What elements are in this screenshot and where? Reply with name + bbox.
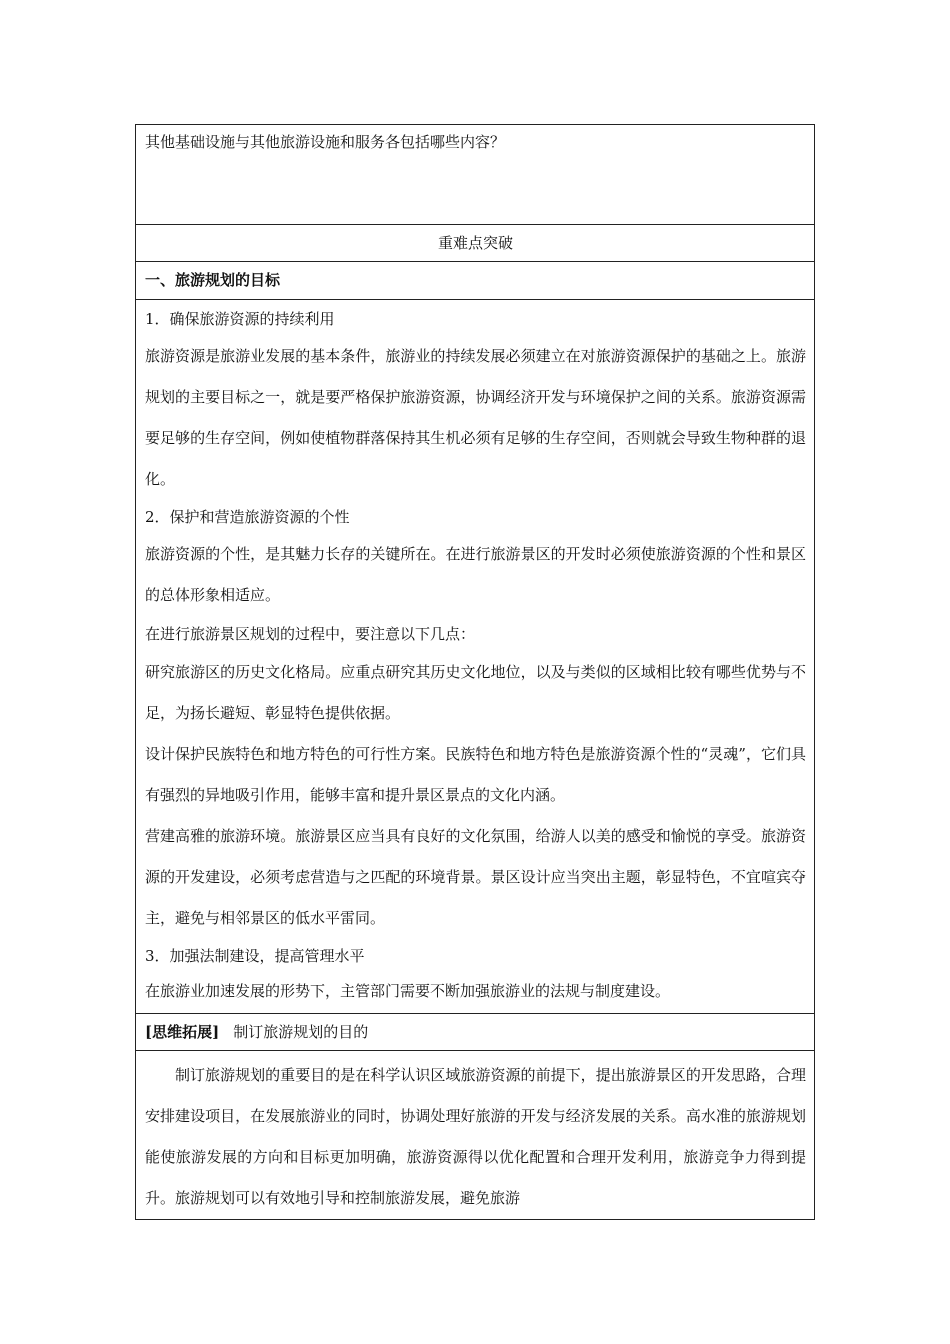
item2-intro: 在进行旅游景区规划的过程中，要注意以下几点： (145, 625, 476, 643)
expand-heading-cell (136, 1014, 815, 1051)
section1-title: 一、旅游规划的目标 (145, 271, 281, 289)
expand-title: 制订旅游规划的目的 (233, 1023, 369, 1041)
breakthrough-title: 重难点突破 (437, 234, 513, 252)
section-body-cell (136, 300, 815, 1014)
question-text: 其他基础设施与其他旅游设施和服务各包括哪些内容？ (145, 133, 506, 151)
item1-title: 1．确保旅游资源的持续利用 (145, 310, 335, 328)
content-table (135, 124, 815, 1220)
expand-body-cell (136, 1051, 815, 1220)
item2-text: 旅游资源的个性，是其魅力长存的关键所在。在进行旅游景区的开发时必须使旅游资源的个性和景区的总体形象相适应。 (145, 545, 806, 604)
breakthrough-heading-cell (136, 225, 815, 262)
expand-label: [思维拓展] (145, 1023, 220, 1041)
item3-title: 3．加强法制建设，提高管理水平 (145, 947, 365, 965)
point3-text: 营建高雅的旅游环境。旅游景区应当具有良好的文化氛围，给游人以美的感受和愉悦的享受。旅游资源的开发建设，必须考虑营造与之匹配的环境背景。景区设计应当突出主题，彰显特色，不宜喧宾夺主，避免与相邻景区的低水平雷同。 (145, 827, 806, 927)
point2-text: 设计保护民族特色和地方特色的可行性方案。民族特色和地方特色是旅游资源个性的“灵魂”，它们具有强烈的异地吸引作用，能够丰富和提升景区景点的文化内涵。 (145, 745, 806, 804)
item2-title: 2．保护和营造旅游资源的个性 (145, 508, 350, 526)
expand-text: 制订旅游规划的重要目的是在科学认识区域旅游资源的前提下，提出旅游景区的开发思路，合理安排建设项目，在发展旅游业的同时，协调处理好旅游的开发与经济发展的关系。高水准的旅游规划能使旅游发展的方向和目标更加明确，旅游资源得以优化配置和合理开发利用，旅游竞争力得到提升。旅游规划可以有效地引导和控制旅游发展，避免旅游 (145, 1066, 806, 1207)
section-heading-cell (136, 262, 815, 300)
question-cell (136, 125, 815, 225)
point1-text: 研究旅游区的历史文化格局。应重点研究其历史文化地位，以及与类似的区域相比较有哪些优势与不足，为扬长避短、彰显特色提供依据。 (145, 663, 806, 722)
item3-text: 在旅游业加速发展的形势下，主管部门需要不断加强旅游业的法规与制度建设。 (145, 982, 671, 1000)
item1-text: 旅游资源是旅游业发展的基本条件，旅游业的持续发展必须建立在对旅游资源保护的基础之上。旅游规划的主要目标之一，就是要严格保护旅游资源，协调经济开发与环境保护之间的关系。旅游资源需要足够的生存空间，例如使植物群落保持其生机必须有足够的生存空间，否则就会导致生物种群的退化。 (145, 347, 806, 488)
